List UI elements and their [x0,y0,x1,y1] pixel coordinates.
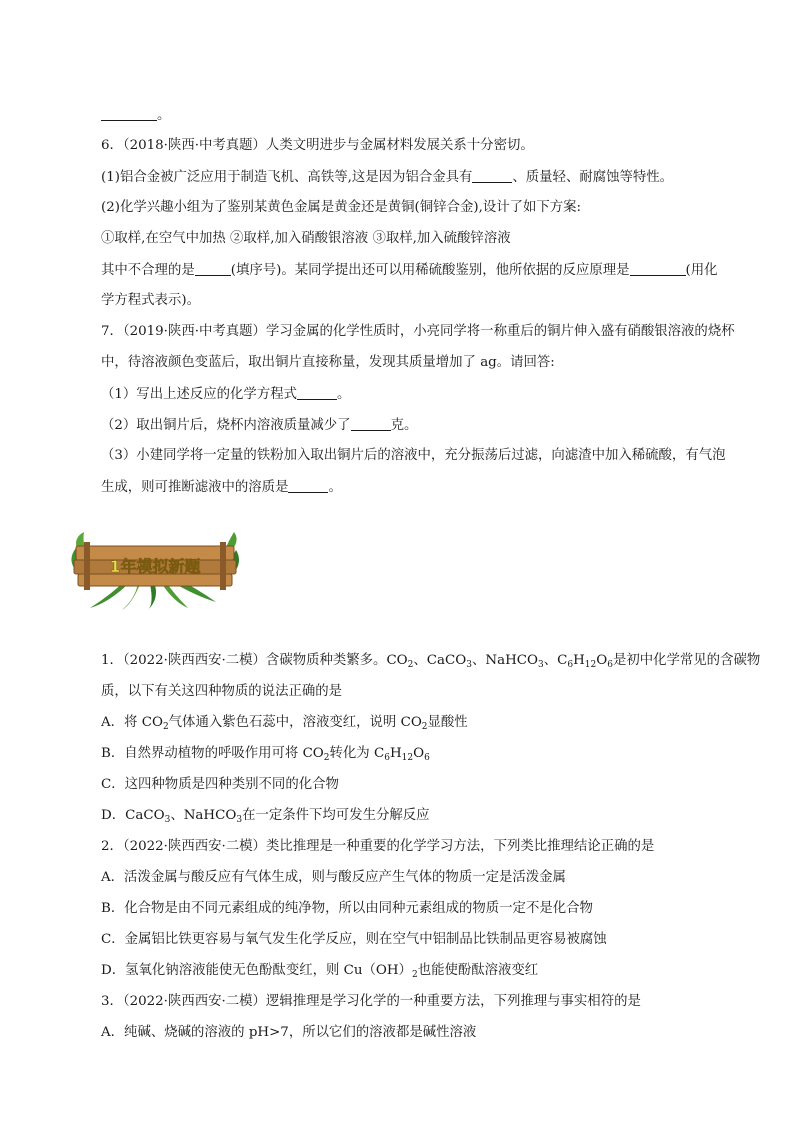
practice-2-option-c: C．金属铝比铁更容易与氧气发生化学反应，则在空气中铝制品比铁制品更容易被腐蚀 [101,932,607,947]
question-7-heading: 7．（2019·陕西·中考真题）学习金属的化学性质时，小亮同学将一称重后的铜片伸入盛有硝酸银溶液的烧杯 [101,324,735,339]
practice-3-heading: 3．（2022·陕西西安·二模）逻辑推理是学习化学的一种重要方法，下列推理与事实相符的是 [101,994,641,1009]
question-7-part3: （3）小建同学将一定量的铁粉加入取出铜片后的溶液中，充分振荡后过滤，向滤渣中加入稀硫酸，有气泡 [101,448,726,463]
practice-1-option-b: B．自然界动植物的呼吸作用可将 $CO_2$转化为 $C_6H_{12}O_6$ [101,746,430,763]
practice-1-option-c: C．这四种物质是四种类别不同的化合物 [101,777,339,792]
answer-blank[interactable] [101,106,157,121]
answer-blank[interactable] [472,168,512,183]
answer-blank[interactable] [195,261,231,276]
question-6-answer-cont: 学方程式表示)。 [101,293,200,308]
answer-blank[interactable] [351,416,391,431]
practice-1-option-d: D．CaCO$_3$、NaHCO$_3$在一定条件下均可发生分解反应 [101,808,430,825]
question-6-heading: 6．（2018·陕西·中考真题）人类文明进步与金属材料发展关系十分密切。 [101,138,534,153]
practice-2-heading: 2．（2022·陕西西安·二模）类比推理是一种重要的化学学习方法，下列类比推理结论正确的是 [101,839,655,854]
answer-blank[interactable] [288,478,328,493]
answer-line-prev: 。 [101,106,701,125]
practice-2-option-a: A．活泼金属与酸反应有气体生成，则与酸反应产生气体的物质一定是活泼金属 [101,870,566,885]
section-banner [70,532,240,610]
question-6-part1: (1)铝合金被广泛应用于制造飞机、高铁等,这是因为铝合金具有 、质量轻、耐腐蚀等特性。 [101,170,674,185]
answer-blank[interactable] [297,385,337,400]
practice-1-option-a: A．将 $CO_2$气体通入紫色石蕊中，溶液变红，说明 $CO_2$显酸性 [101,715,468,732]
question-7-part1: （1）写出上述反应的化学方程式 。 [101,387,351,402]
question-6-options: ①取样,在空气中加热 ②取样,加入硝酸银溶液 ③取样,加入硫酸锌溶液 [101,231,511,246]
answer-blank[interactable] [630,261,686,276]
practice-2-option-d: D．氢氧化钠溶液能使无色酚酞变红，则 $Cu(OH)_2$也能使酚酞溶液变红 [101,963,539,980]
practice-3-option-a: A．纯碱、烧碱的溶液的 pH>7，所以它们的溶液都是碱性溶液 [101,1025,477,1040]
question-7-part3-cont: 生成，则可推断滤液中的溶质是 。 [101,480,342,495]
practice-1-heading-cont: 质，以下有关这四种物质的说法正确的是 [101,684,343,699]
practice-2-option-b: B．化合物是由不同元素组成的纯净物，所以由同种元素组成的物质一定不是化合物 [101,901,593,916]
practice-1-heading: 1．（2022·陕西西安·二模）含碳物质种类繁多。$CO_2$、CaCO$_3$、NaHCO$_3$、$C_6H_{12}O_6$是初中化学常见的含碳物 [101,653,761,670]
question-6-answer: 其中不合理的是 (填序号)。某同学提出还可以用稀硫酸鉴别，他所依据的反应原理是 (用化 [101,263,718,278]
banner-title: 1年模拟新题 [109,557,201,576]
question-7-part2: （2）取出铜片后，烧杯内溶液质量减少了 克。 [101,418,418,433]
question-6-part2: (2)化学兴趣小组为了鉴别某黄色金属是黄金还是黄铜(铜锌合金),设计了如下方案: [101,200,582,215]
question-7-heading-cont: 中，待溶液颜色变蓝后，取出铜片直接称量，发现其质量增加了 ag。请回答: [101,355,555,370]
